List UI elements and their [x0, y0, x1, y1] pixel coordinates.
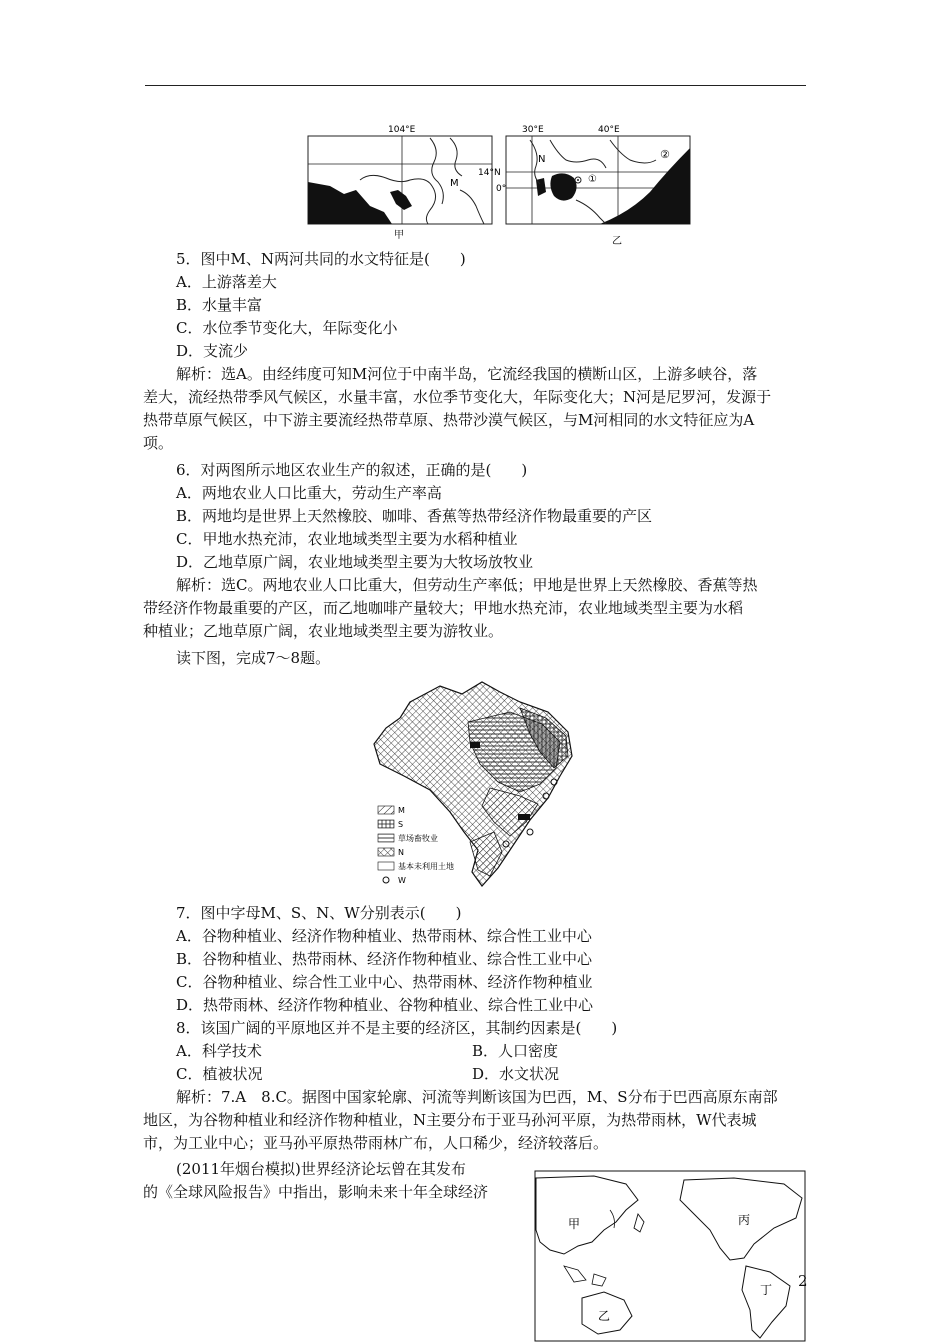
map-yi — [478, 125, 690, 247]
lon-30-label: 30°E — [522, 125, 544, 135]
river-m-label: M — [450, 178, 459, 189]
q5-option-c: C．水位季节变化大，年际变化小 — [176, 319, 398, 337]
lat-0-label: 0° — [496, 184, 507, 194]
map-label-yi: 乙 — [598, 1309, 611, 1323]
map-jia-label: 甲 — [394, 230, 404, 241]
mark-2-label: ② — [660, 148, 670, 161]
map-label-jia: 甲 — [568, 1217, 581, 1231]
q8-option-d: D．水文状况 — [472, 1065, 560, 1083]
legend-pasture: 草场畜牧业 — [398, 834, 438, 843]
brazil-map-legend — [378, 806, 454, 885]
legend-s: S — [398, 820, 404, 829]
q7-stem: 7．图中字母M、S、N、W分别表示( ) — [176, 904, 462, 922]
read-prompt: 读下图，完成7～8题。 — [176, 649, 331, 667]
q5-explanation-line2: 差大，流经热带季风气候区，水量丰富，水位季节变化大，年际变化大；N河是尼罗河，发源于 — [143, 388, 772, 406]
legend-w: W — [398, 876, 406, 885]
q8-stem: 8．该国广阔的平原地区并不是主要的经济区，其制约因素是( ) — [176, 1019, 618, 1037]
page-number: 2 — [798, 1272, 808, 1290]
river-maps-figure — [300, 120, 700, 250]
lon-40-label: 40°E — [598, 125, 620, 135]
q6-option-d: D．乙地草原广阔，农业地域类型主要为大牧场放牧业 — [176, 553, 534, 571]
q6-option-b: B．两地均是世界上天然橡胶、咖啡、香蕉等热带经济作物最重要的产区 — [176, 507, 653, 525]
map-label-bing: 丙 — [738, 1213, 751, 1227]
q8-options-row2 — [176, 1063, 796, 1086]
q8-explanation-line2: 地区，为谷物种植业和经济作物种植业，N主要分布于亚马孙河平原，为热带雨林，W代表城 — [143, 1111, 757, 1129]
q8-explanation-line3: 市，为工业中心；亚马孙平原热带雨林广布，人口稀少，经济较落后。 — [143, 1134, 609, 1152]
map-yi-label: 乙 — [612, 236, 622, 247]
q5-explanation-line1: 解析：选A。由经纬度可知M河位于中南半岛，它流经我国的横断山区，上游多峡谷，落 — [176, 365, 758, 383]
q6-explanation-line3: 种植业；乙地草原广阔，农业地域类型主要为游牧业。 — [143, 622, 504, 640]
q7-option-c: C．谷物种植业、综合性工业中心、热带雨林、经济作物种植业 — [176, 973, 593, 991]
map-jia — [308, 125, 492, 241]
q5-option-d: D．支流少 — [176, 342, 249, 360]
brazil-map-figure — [370, 672, 580, 894]
header-rule — [145, 85, 806, 86]
lat-14-label: 14°N — [478, 168, 501, 178]
q5-option-b: B．水量丰富 — [176, 296, 263, 314]
q5-explanation-line4: 项。 — [143, 434, 174, 452]
q6-explanation-line2: 带经济作物最重要的产区，而乙地咖啡产量较大；甲地水热充沛，农业地域类型主要为水稻 — [143, 599, 744, 617]
q7-option-b: B．谷物种植业、热带雨林、经济作物种植业、综合性工业中心 — [176, 950, 593, 968]
q6-stem: 6．对两图所示地区农业生产的叙述，正确的是( ) — [176, 461, 528, 479]
q6-explanation-line1: 解析：选C。两地农业人口比重大，但劳动生产率低；甲地是世界上天然橡胶、香蕉等热 — [176, 576, 758, 594]
q8-explanation-line1: 解析：7.A 8.C。据图中国家轮廓、河流等判断该国为巴西，M、S分布于巴西高原东南部 — [176, 1088, 778, 1106]
legend-n: N — [398, 848, 404, 857]
lon-104-label: 104°E — [388, 125, 416, 135]
intro-line2: 的《全球风险报告》中指出，影响未来十年全球经济 — [143, 1183, 489, 1201]
q8-option-a: A．科学技术 — [176, 1042, 262, 1060]
q5-explanation-line3: 热带草原气候区，中下游主要流经热带草原、热带沙漠气候区，与M河相同的水文特征应为A — [143, 411, 755, 429]
mark-1-label: ① — [588, 174, 597, 185]
q7-option-a: A．谷物种植业、经济作物种植业、热带雨林、综合性工业中心 — [176, 927, 592, 945]
legend-m: M — [398, 806, 405, 815]
pacific-world-map-figure — [534, 1170, 806, 1342]
q8-option-c: C．植被状况 — [176, 1065, 263, 1083]
river-n-label: N — [538, 154, 546, 165]
q7-option-d: D．热带雨林、经济作物种植业、谷物种植业、综合性工业中心 — [176, 996, 594, 1014]
q8-option-b: B．人口密度 — [472, 1042, 559, 1060]
legend-unused: 基本未利用土地 — [398, 862, 454, 871]
q5-stem: 5．图中M、N两河共同的水文特征是( ) — [176, 250, 466, 268]
q6-option-c: C．甲地水热充沛，农业地域类型主要为水稻种植业 — [176, 530, 518, 548]
q5-option-a: A．上游落差大 — [176, 273, 277, 291]
q8-options-row1 — [176, 1040, 796, 1063]
q6-option-a: A．两地农业人口比重大，劳动生产率高 — [176, 484, 442, 502]
intro-line1: (2011年烟台模拟)世界经济论坛曾在其发布 — [176, 1160, 466, 1178]
map-label-ding: 丁 — [760, 1283, 773, 1297]
